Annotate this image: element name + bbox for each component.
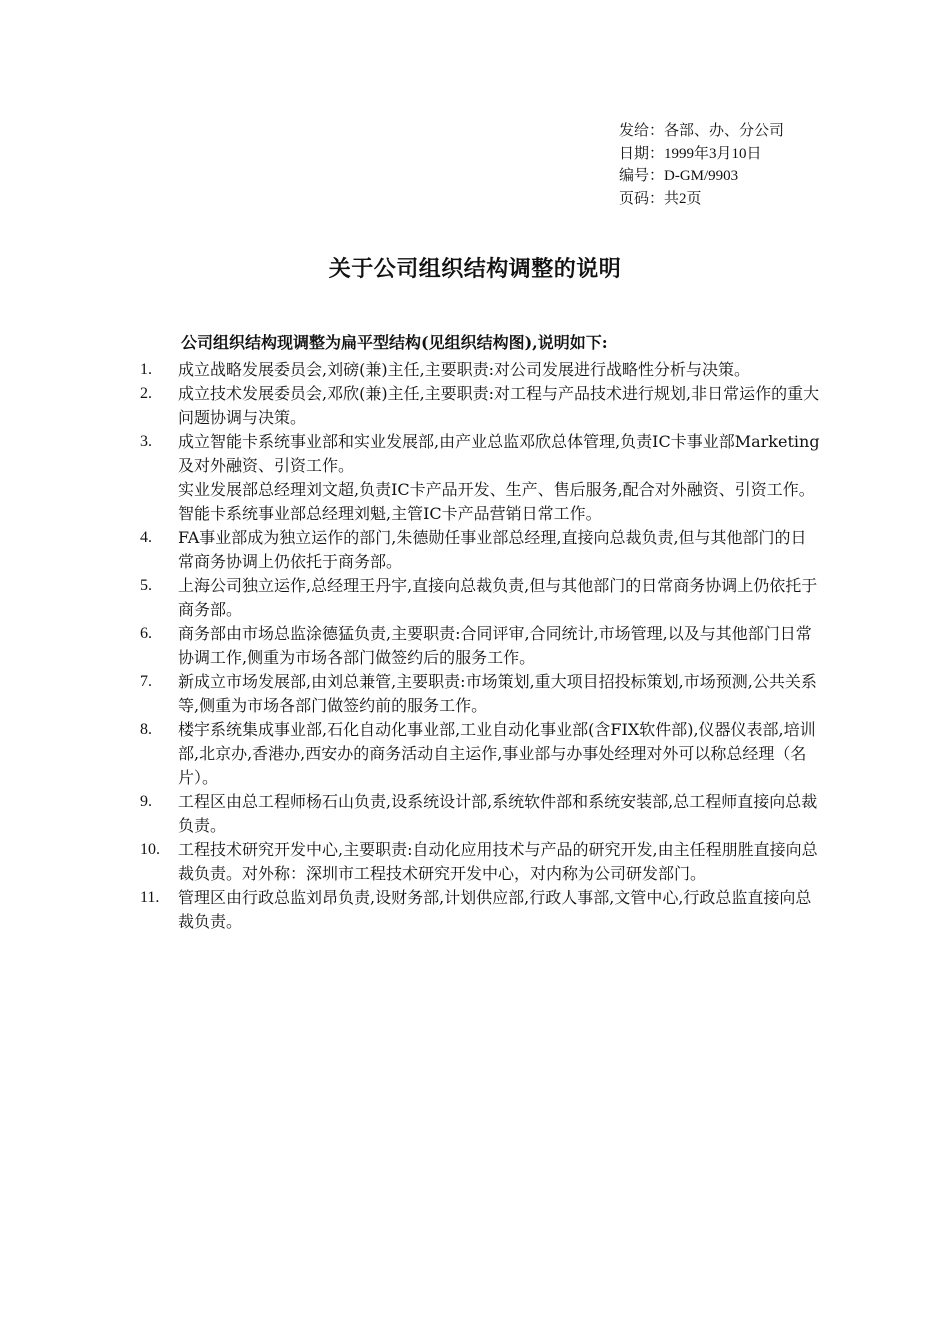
list-item-body [178,430,820,526]
document-title: 关于公司组织结构调整的说明 [328,257,622,282]
list-item-text: 工程区由总工程师杨石山负责,设系统设计部,系统软件部和系统安装部,总工程师直接向总裁负责。 [178,792,818,835]
list-item-number: 8. [140,721,152,738]
list-item-number: 2. [140,385,152,402]
list-item-number: 10. [140,841,160,858]
list-item [140,358,820,382]
list-item [140,574,820,622]
list-item-body [178,790,820,838]
list-item-body [178,622,820,670]
list-item-text: 成立技术发展委员会,邓欣(兼)主任,主要职责:对工程与产品技术进行规划,非日常运作的重大问题协调与决策。 [178,384,820,427]
list-item [140,382,820,430]
list-item-text: 智能卡系统事业部总经理刘魁,主管IC卡产品营销日常工作。 [178,504,602,523]
list-item-text: 实业发展部总经理刘文超,负责IC卡产品开发、生产、售后服务,配合对外融资、引资工作。 [178,480,815,499]
list-item-number: 9. [140,793,152,810]
list-item-number: 1. [140,361,152,378]
list-item [140,670,820,718]
list-item-body [178,886,820,934]
header-info [619,120,784,210]
list-item [140,526,820,574]
list-item-body [178,358,820,382]
header-doc-number: 编号：D-GM/9903 [619,168,739,184]
list-item-number: 5. [140,577,152,594]
list-item [140,430,820,526]
list-item-text: 管理区由行政总监刘昂负责,设财务部,计划供应部,行政人事部,文管中心,行政总监直接向总裁负责。 [178,888,812,931]
list-item-body [178,838,820,886]
header-date: 日期：1999年3月10日 [619,145,762,162]
list-item-number: 3. [140,433,152,450]
list-item-body [178,382,820,430]
list-item-text: 商务部由市场总监涂德猛负责,主要职责:合同评审,合同统计,市场管理,以及与其他部门日常协调工作,侧重为市场各部门做签约后的服务工作。 [178,624,812,667]
list-item-number: 11. [140,889,160,906]
list-item-body [178,574,820,622]
intro-text: 公司组织结构现调整为扁平型结构(见组织结构图),说明如下: [181,333,608,352]
list-item [140,718,820,790]
header-page-count: 页码：共2页 [619,190,702,207]
list-item-text: 工程技术研究开发中心,主要职责:自动化应用技术与产品的研究开发,由主任程朋胜直接向总裁负责。对外称：深圳市工程技术研究开发中心，对内称为公司研发部门。 [178,840,818,883]
list-item-text: 成立智能卡系统事业部和实业发展部,由产业总监邓欣总体管理,负责IC卡事业部Marketing及对外融资、引资工作。 [178,432,820,475]
header-recipients: 发给：各部、办、分公司 [619,123,785,139]
list-item-body [178,718,820,790]
list-item-text: FA事业部成为独立运作的部门,朱德勋任事业部总经理,直接向总裁负责,但与其他部门的日常商务协调上仍依托于商务部。 [178,528,807,571]
list-item-number: 7. [140,673,152,690]
list-item-text: 上海公司独立运作,总经理王丹宇,直接向总裁负责,但与其他部门的日常商务协调上仍依托于商务部。 [178,576,818,619]
list-item [140,790,820,838]
list-item-text: 楼宇系统集成事业部,石化自动化事业部,工业自动化事业部(含FIX软件部),仪器仪表部,培训部,北京办,香港办,西安办的商务活动自主运作,事业部与办事处经理对外可以称总经理（名片）。 [178,720,816,787]
list-item-text: 成立战略发展委员会,刘磅(兼)主任,主要职责:对公司发展进行战略性分析与决策。 [178,360,751,379]
list-item [140,622,820,670]
list-item-number: 4. [140,529,152,546]
list-item [140,838,820,886]
list-item [140,886,820,934]
numbered-list [140,358,820,934]
list-item-number: 6. [140,625,152,642]
list-item-text: 新成立市场发展部,由刘总兼管,主要职责:市场策划,重大项目招投标策划,市场预测,公共关系等,侧重为市场各部门做签约前的服务工作。 [178,672,817,715]
list-item-body [178,526,820,574]
list-item-body [178,670,820,718]
